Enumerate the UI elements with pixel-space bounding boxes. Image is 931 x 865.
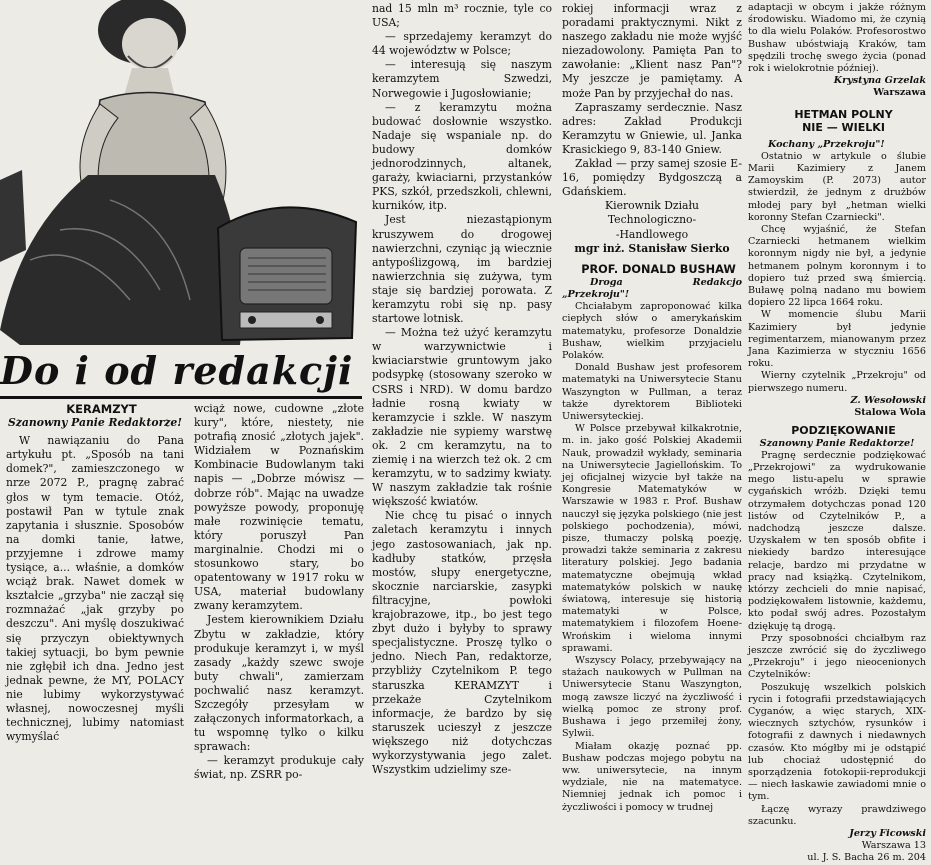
podziekowanie-signature-address: ul. J. S. Bacha 26 m. 204 <box>807 852 926 864</box>
bushaw-salutation: Droga Redakcjo „Przekroju"! <box>562 276 742 300</box>
podziekowanie-signature-name: Jerzy Ficowski <box>849 828 926 839</box>
hetman-heading-line-1: HETMAN POLNY <box>794 107 893 121</box>
podziekowanie-paragraph: Pragnę serdecznie podziękować „Przekrojowi" za wydrukowanie mego listu-apelu w sprawie cygańskich wróżb. Dzięki temu otrzymałem dotychczas ponad 120 listów od Czytelników P., a nadchodzą jeszcze dalsze. Uzyskałem w ten sposób obfite i niekiedy bardzo interesujące relacje, bardzo mi przydatne w pracy nad książką. Czytelnikom, którzy zechcieli do mnie napisać, podziękowałem listownie, każdemu, kto podał swój adres. Pozostałym dziękuję tą drogą. <box>748 449 926 632</box>
hetman-signature-name: Z. Wesołowski <box>850 394 926 406</box>
grzelak-signature-name: Krystyna Grzelak <box>833 75 926 87</box>
hetman-paragraph: W momencie ślubu Marii Kazimiery był jedynie regimentarzem, mianowanym przez Jana Kazimierza w styczniu 1656 roku. <box>748 309 926 370</box>
hetman-salutation: Kochany „Przekroju"! <box>768 138 885 150</box>
keramzyt-paragraph: — sprzedajemy keramzyt do 44 województw w Polsce; <box>372 30 552 58</box>
bushaw-heading: PROF. DONALD BUSHAW <box>581 262 736 276</box>
keramzyt-col-3 <box>372 2 552 797</box>
col-5 <box>748 2 926 864</box>
title-rule <box>0 396 362 399</box>
podziekowanie-salutation: Szanowny Panie Redaktorze! <box>759 437 915 449</box>
bushaw-paragraph: Donald Bushaw jest profesorem matematyki na Uniwersytecie Stanu Waszyngton w Pullman, a teraz także dyrektorem Biblioteki Uniwersyteckiej. <box>562 362 742 423</box>
podziekowanie-signature-city: Warszawa 13 <box>861 840 926 852</box>
keramzyt-paragraph: W nawiązaniu do Pana artykułu pt. „Sposób na tani domek?", zamieszczonego w nrze 2072 P., pragnę zabrać głos w tym temacie. Otóż, postawił Pan w tytule znak zapytania i słusznie. Sposobów na domki tanie, łatwe, przyjemne i zdrowe mamy tysiące, a... właśnie, a domków wciąż brak. Nawet domek w kształcie „grzyba" nie zaczął się rozmnażać „jak grzyby po deszczu". Ani myślę doszukiwać się przyczyn obiektywnych takiej sytuacji, bo bym pewnie nie zgłębił ich dna. Jedno jest jednak pewne, że MY, POLACY nie lubimy wykorzystywać własnej, nowoczesnej myśli technicznej, lubimy natomiast wymyślać <box>6 434 184 744</box>
keramzyt-paragraph: — keramzyt produkuje cały świat, np. ZSRR po- <box>194 754 364 782</box>
keramzyt-signature-name: mgr inż. Stanisław Sierko <box>574 241 730 255</box>
keramzyt-paragraph: — z keramzytu można budować dosłownie wszystko. Nadaje się wspaniale np. do budowy domków jednorodzinnych, altanek, garaży, kwiaciarni, przystanków PKS, szkół, przedszkoli, chlewni, kurników, itp. <box>372 100 552 213</box>
bushaw-paragraph: W Polsce przebywał kilkakrotnie, m. in. jako gość Polskiej Akademii Nauk, prowadził wykłady, seminaria na Uniwersytecie Jagiellońskim. To jej oficjalnej wizycie był także na Kongresie Matematyków w Warszawie w 1983 r. Prof. Bushaw nauczył się języka polskiego (nie jest polskiego pochodzenia), mówi, pisze, tłumaczy polską poezję, prowadzi także seminaria z zakresu literatury polskiej. Jego badania matematyczne obejmują wkład matematyków polskich w naukę światową, interesuje się historią matematyki w Polsce, matematykiem i filozofem Hoene-Wrońskim i wieloma innymi sprawami. <box>562 423 742 654</box>
keramzyt-signature-line: -Handlowego <box>615 227 689 241</box>
keramzyt-paragraph: Jest niezastąpionym kruszywem do drogowej nawierzchni, czyniąc ją wiecznie antypoślizgową, im bardziej nawierzchnia się zużywa, tym staje się bardziej porowata. Z keramzytu robi się np. pasy startowe lotnisk. <box>372 213 552 326</box>
keramzyt-paragraph: — Można też użyć keramzytu w warzywnictwie i kwiaciarstwie gruntowym jako podsypkę (stosowany szeroko w CSRS i NRD). W domu bardzo ładnie rosną kwiaty w keramzycie i szkle. W naszym zakładzie nie sypiemy warstwę ok. 2 cm keramzytu, na to ziemię i na wierzch też ok. 2 cm keramzytu, w to sadzimy kwiaty. W naszym zakładzie tak rośnie większość kwiatów. <box>372 326 552 509</box>
col-4 <box>562 2 742 813</box>
bushaw-paragraph: adaptacji w obcym i jakże różnym środowisku. Wiadomo mi, że czynią to dla wielu Polaków. Profesorostwo Bushaw ubóstwiają Kraków, tam spędzili trochę swego życia (ponad rok i wielokrotnie później). <box>748 2 926 75</box>
podziekowanie-paragraph: Łączę wyrazy prawdziwego szacunku. <box>748 803 926 827</box>
hetman-paragraph: Wierny czytelnik „Przekroju" od pierwszego numeru. <box>748 370 926 394</box>
grzelak-signature-city: Warszawa <box>873 87 926 99</box>
keramzyt-heading: KERAMZYT <box>66 402 137 416</box>
keramzyt-paragraph: wciąż nowe, cudowne „złote kury", które, niestety, nie potrafią znosić „złotych jajek". Widziałem w Poznańskim Kombinacie Budowlanym taki napis — „Dobrze mówisz — dobrze rób". Mając na uwadze powyższe powody, proponuję małe rozwinięcie tematu, który poruszył Pan marginalnie. Chodzi mi o stosunkowo stary, bo opatentowany w 1917 roku w USA, materiał budowlany zwany keramzytem. <box>194 402 364 613</box>
hetman-paragraph: Ostatnio w artykule o ślubie Marii Kazimiery z Janem Zamoyskim (P. 2073) autor stwierdził, że jednym z drużbów młodej pary był „hetman wielki koronny Stefan Czarniecki". <box>748 150 926 223</box>
keramzyt-paragraph: Jestem kierownikiem Działu Zbytu w zakładzie, który produkuje keramzyt i, w myśl zasady „każdy szewc swoje buty chwali", zamierzam pochwalić nasz keramzyt. Szczegóły przesyłam w załączonych informatorkach, a tu wspomnę tylko o kilku sprawach: <box>194 613 364 754</box>
hetman-heading-line-2: NIE — WIELKI <box>802 120 885 134</box>
keramzyt-paragraph: Zakład — przy samej szosie E-16, pomiędzy Bydgoszczą a Gdańskiem. <box>562 157 742 199</box>
podziekowanie-paragraph: Przy sposobności chciałbym raz jeszcze zwrócić się do życzliwego „Przekroju" i jego nieocenionych Czytelników: <box>748 632 926 681</box>
podziekowanie-heading: PODZIĘKOWANIE <box>791 424 896 438</box>
page-title: Do i od redakcji <box>0 348 354 393</box>
keramzyt-salutation: Szanowny Panie Redaktorze! <box>7 416 183 430</box>
hetman-signature-city: Stalowa Wola <box>854 407 926 419</box>
keramzyt-paragraph: nad 15 mln m³ rocznie, tyle co USA; <box>372 2 552 30</box>
bushaw-paragraph: Miałam okazję poznać pp. Bushaw podczas mojego pobytu na ww. uniwersytecie, na innym wydziale, nie na matematyce. Niemniej jednak ich pomoc i życzliwości i pomocy w trudnej <box>562 740 742 813</box>
keramzyt-col-1 <box>6 402 184 797</box>
keramzyt-signature-line: Kierownik Działu <box>605 199 699 213</box>
keramzyt-col-2 <box>194 402 364 797</box>
keramzyt-paragraph: rokiej informacji wraz z poradami praktycznymi. Nikt z naszego zakładu nie może wyjść niezadowolony. Pamięta Pan to zawołanie: „Klient nasz Pan"? My jeszcze je pamiętamy. A może Pan by przyjechał do nas. <box>562 2 742 100</box>
bushaw-paragraph: Chciałabym zaproponować kilka ciepłych słów o amerykańskim matematyku, profesorze Donaldzie Bushaw, wielkim przyjacielu Polaków. <box>562 301 742 361</box>
keramzyt-paragraph: Zapraszamy serdecznie. Nasz adres: Zakład Produkcji Keramzytu w Gniewie, ul. Janka Krasickiego 9, 83-140 Gniew. <box>562 100 742 156</box>
keramzyt-paragraph: Nie chcę tu pisać o innych zaletach keramzytu i innych jego zastosowaniach, jak np. kadłuby statków, przęsła mostów, słupy energetyczne, skocznie narciarskie, zasypki filtracyjne, powłoki krajobrazowe, itp., bo jest tego zbyt dużo i byłyby to sprawy specjalistyczne. Proszę tylko o jedno. Niech Pan, redaktorze, przybliży Czytelnikom P. tego staruszka KERAMZYT i przekaże Czytelnikom informacje, że bardzo by się staruszek ucieszył z jeszcze większego niż dotychczas wykorzystywania jego zalet. Wszystkim udzielimy sze- <box>372 509 552 777</box>
woman-with-radio-illustration <box>0 0 362 352</box>
podziekowanie-paragraph: Poszukuję wszelkich polskich rycin i fotografii przedstawiających Cyganów, a więc starych, XIX-wiecznych sztychów, rysunków i fotografii z dawnych i niedawnych czasów. Kto mógłby mi je odstąpić lub chociaż udostępnić do sporządzenia fotokopii-reprodukcji — niech łaskawie zawiadomi mnie o tym. <box>748 681 926 803</box>
bushaw-paragraph: Wszyscy Polacy, przebywający na stażach naukowych w Pullman na Uniwersytecie Stanu Waszyngton, mogą zawsze liczyć na życzliwość i wielką pomoc ze strony prof. Bushawa i jego przemiłej żony, Sylwii. <box>562 655 742 740</box>
keramzyt-paragraph: — interesują się naszym keramzytem Szwedzi, Norwegowie i Jugosłowianie; <box>372 58 552 100</box>
keramzyt-signature-line: Technologiczno- <box>607 213 697 227</box>
hetman-paragraph: Chcę wyjaśnić, że Stefan Czarniecki hetmanem wielkim koronnym nigdy nie był, a jedynie hetmanem polnym koronnym i to dopiero tuż przed swą śmiercią. Buławę polną nadano mu bowiem dopiero 22 lipca 1664 roku. <box>748 224 926 309</box>
